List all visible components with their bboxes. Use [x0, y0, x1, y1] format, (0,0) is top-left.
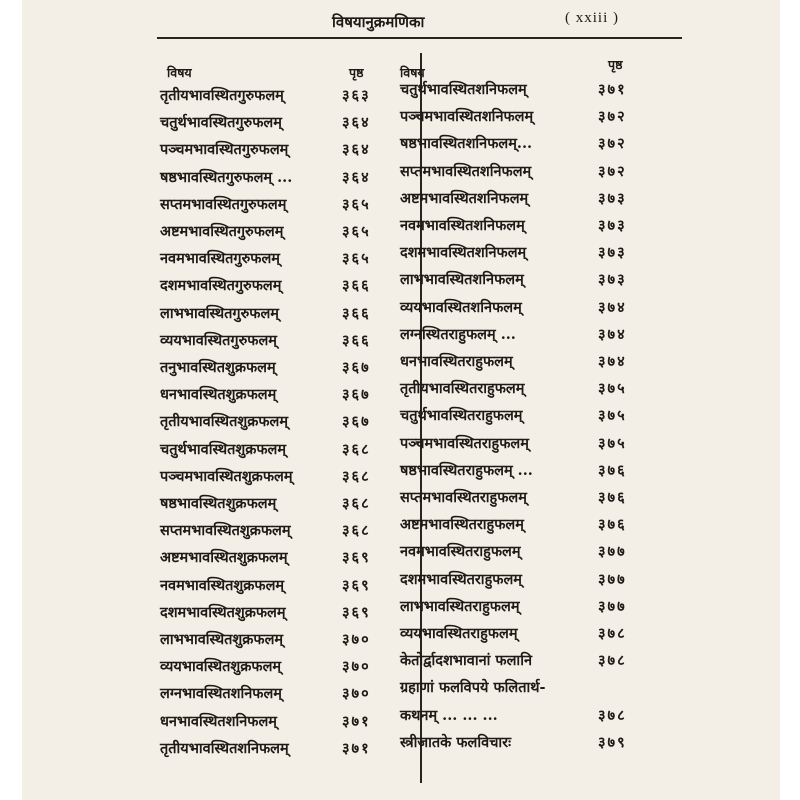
entry-page-number: ३६९	[342, 603, 371, 621]
entry-title: नवमभावस्थितराहुफलम्	[400, 543, 521, 561]
entry-page-number: ३७०	[342, 685, 371, 703]
entry-title: लग्नभावस्थितशनिफलम्	[160, 685, 282, 703]
entry-page-number: ३६८	[342, 522, 371, 540]
entry-title: पञ्चमभावस्थितगुरुफलम्	[160, 141, 289, 159]
entry-title: अष्टमभावस्थितराहुफलम्	[400, 516, 524, 534]
entry-page-number: ३७४	[598, 298, 627, 316]
entry-title: केतोर्द्वादशभावानां फलानि	[400, 652, 532, 670]
entry-page-number: ३७५	[598, 434, 627, 452]
entry-title: षष्ठभावस्थितराहुफलम् ...	[400, 461, 533, 479]
entry-title: तनुभावस्थितशुक्रफलम्	[160, 359, 276, 376]
entry-title: नवमभावस्थितगुरुफलम्	[160, 250, 280, 268]
entry-page-number: ३६८	[342, 495, 371, 512]
entry-title: अष्टमभावस्थितगुरुफलम्	[160, 223, 284, 240]
entry-page-number: ३७८	[598, 652, 627, 670]
entry-page-number: ३६७	[342, 386, 371, 404]
entry-title: षष्ठभावस्थितशुक्रफलम्	[160, 495, 277, 512]
entry-title: पञ्चमभावस्थितशनिफलम्	[400, 108, 534, 126]
entry-title: व्ययभावस्थितराहुफलम्	[400, 625, 518, 642]
left-heading-page: पृष्ठ	[349, 65, 364, 80]
entry-page-number: ३६४	[342, 141, 371, 159]
entry-title: व्ययभावस्थितगुरुफलम्	[160, 331, 277, 349]
entry-page-number: ३७३	[598, 217, 627, 234]
entry-title: सप्तमभावस्थितराहुफलम्	[400, 489, 527, 506]
entry-page-number: ३६६	[342, 304, 371, 322]
entry-page-number: ३६४	[342, 168, 371, 186]
entry-page-number: ३६६	[342, 277, 371, 295]
book-page	[22, 0, 780, 800]
entry-title: तृतीयभावस्थितशुक्रफलम्	[160, 413, 289, 431]
entry-title: तृतीयभावस्थितगुरुफलम्	[160, 87, 284, 104]
entry-page-number: ३७२	[598, 135, 627, 153]
entry-title: तृतीयभावस्थितशनिफलम्	[160, 739, 289, 757]
entry-title: धनभावस्थितशुक्रफलम्	[160, 386, 277, 404]
photo-border-right	[780, 0, 800, 800]
page-title: विषयानुक्रमणिका	[332, 13, 425, 31]
entry-page-number: ३६९	[342, 549, 371, 567]
entry-page-number: ३७०	[342, 658, 371, 676]
entry-page-number: ३७३	[598, 189, 627, 207]
left-heading-subject: विषय	[167, 65, 192, 80]
entry-page-number: ३७६	[598, 461, 627, 479]
entry-title: नवमभावस्थितशुक्रफलम्	[160, 576, 285, 594]
entry-page-number: ३७५	[598, 407, 627, 425]
entry-page-number: ३७५	[598, 380, 627, 398]
entry-page-number: ३७८	[598, 625, 627, 642]
entry-page-number: ३६८	[342, 440, 371, 458]
entry-page-number: ३६३	[342, 87, 371, 104]
entry-page-number: ३६६	[342, 331, 371, 349]
entry-page-number: ३७१	[342, 712, 371, 730]
entry-title: नवमभावस्थितशनिफलम्	[400, 217, 525, 234]
entry-title: दशमभावस्थितशनिफलम्	[400, 244, 527, 262]
entry-page-number: ३७०	[342, 631, 371, 648]
entry-title: पञ्चमभावस्थितराहुफलम्	[400, 434, 529, 452]
entry-title: सप्तमभावस्थितगुरुफलम्	[160, 195, 287, 213]
right-heading-subject: विषय	[400, 65, 425, 80]
entry-title: लाभभावस्थितराहुफलम्	[400, 597, 520, 615]
entry-title: चतुर्थभावस्थितराहुफलम्	[400, 407, 523, 425]
entry-page-number: ३७४	[598, 353, 627, 370]
entry-title: व्ययभावस्थितशुक्रफलम्	[160, 658, 282, 676]
entry-page-number: ३७७	[598, 543, 627, 561]
entry-title: कथनम् ... ... ...	[400, 706, 498, 724]
entry-title: लाभभावस्थितशनिफलम्	[400, 271, 524, 289]
entry-page-number: ३६८	[342, 467, 371, 485]
entry-title: धनभावस्थितराहुफलम्	[400, 353, 513, 370]
header-rule	[157, 37, 682, 39]
entry-title: अष्टमभावस्थितशनिफलम्	[400, 189, 529, 207]
entry-title: दशमभावस्थितगुरुफलम्	[160, 277, 282, 295]
entry-page-number: ३७३	[598, 271, 627, 289]
entry-page-number: ३७३	[598, 244, 627, 262]
entry-page-number: ३७८	[598, 706, 627, 724]
entry-page-number: ३७७	[598, 597, 627, 615]
entry-page-number: ३७९	[598, 733, 627, 751]
entry-title: चतुर्थभावस्थितशुक्रफलम्	[160, 440, 287, 458]
entry-title: लग्नस्थितराहुफलम् ...	[400, 325, 516, 343]
entry-title: तृतीयभावस्थितराहुफलम्	[400, 380, 525, 398]
entry-title: अष्टमभावस्थितशुक्रफलम्	[160, 549, 288, 567]
entry-title: सप्तमभावस्थितशनिफलम्	[400, 162, 532, 180]
entry-title: व्ययभावस्थितशनिफलम्	[400, 298, 522, 316]
photo-border-left	[0, 0, 22, 800]
entry-page-number: ३७२	[598, 108, 627, 126]
entry-page-number: ३६७	[342, 413, 371, 431]
entry-page-number: ३७६	[598, 516, 627, 534]
entry-page-number: ३७१	[598, 81, 627, 98]
entry-title: चतुर्थभावस्थितगुरुफलम्	[160, 114, 282, 132]
entry-page-number: ३६४	[342, 114, 371, 132]
entry-title: लाभभावस्थितगुरुफलम्	[160, 304, 279, 322]
entry-title: स्त्रीजातके फलविचारः	[400, 733, 512, 751]
entry-page-number: ३७१	[342, 739, 371, 757]
entry-title: षष्ठभावस्थितशनिफलम्...	[400, 135, 533, 153]
page-number: ( xxiii )	[565, 10, 619, 26]
right-heading-page: पृष्ठ	[608, 57, 623, 72]
entry-title: पञ्चमभावस्थितशुक्रफलम्	[160, 467, 293, 485]
entry-title: लाभभावस्थितशुक्रफलम्	[160, 631, 284, 648]
entry-title: दशमभावस्थितशुक्रफलम्	[160, 603, 286, 621]
entry-title: सप्तमभावस्थितशुक्रफलम्	[160, 522, 291, 540]
entry-page-number: ३६५	[342, 195, 371, 213]
entry-page-number: ३६७	[342, 359, 371, 376]
entry-page-number: ३७७	[598, 570, 627, 588]
entry-page-number: ३६५	[342, 250, 371, 268]
entry-title: धनभावस्थितशनिफलम्	[160, 712, 277, 730]
entry-page-number: ३७६	[598, 489, 627, 506]
entry-title: चतुर्थभावस्थितशनिफलम्	[400, 81, 527, 98]
entry-page-number: ३७४	[598, 325, 627, 343]
entry-title: ग्रहाणां फलविपये फलितार्थ-	[400, 679, 546, 697]
entry-title: षष्ठभावस्थितगुरुफलम् ...	[160, 168, 293, 186]
entry-page-number: ३६५	[342, 223, 371, 240]
entry-page-number: ३७२	[598, 162, 627, 180]
entry-page-number: ३६९	[342, 576, 371, 594]
entry-title: दशमभावस्थितराहुफलम्	[400, 570, 522, 588]
